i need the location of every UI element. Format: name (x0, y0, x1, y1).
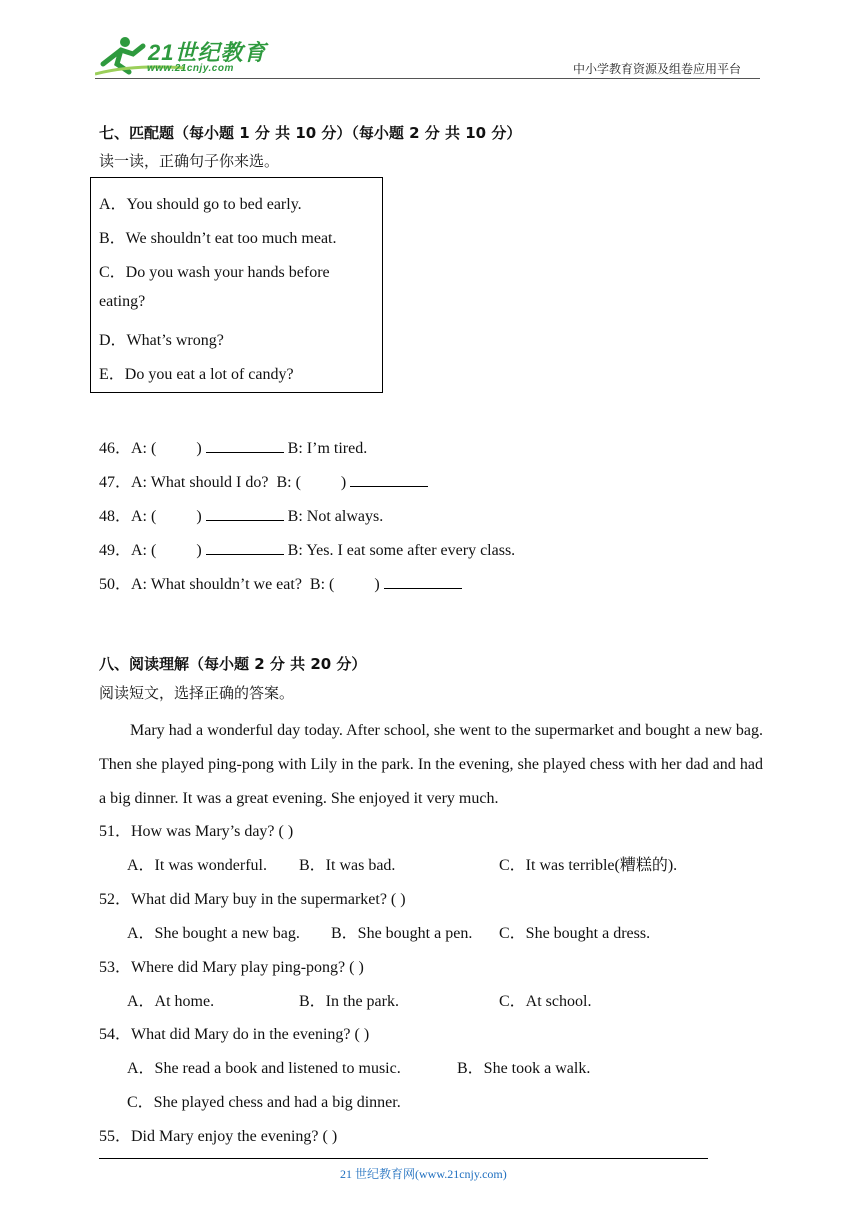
question-52-option-b[interactable]: B．She bought a pen. (331, 925, 473, 942)
question-53-option-a[interactable]: A．At home. (127, 993, 215, 1010)
option-e: E．Do you eat a lot of candy? (99, 366, 294, 383)
header-platform-text: 中小学教育资源及组卷应用平台 (573, 62, 742, 76)
question-50-prompt: 50．A: What shouldn’t we eat? B: ( ) (99, 576, 380, 593)
question-48 (99, 503, 383, 526)
option-d: D．What’s wrong? (99, 332, 224, 349)
question-53: 53．Where did Mary play ping-pong? ( ) (99, 959, 364, 976)
question-46-reply: B: I’m tired. (287, 440, 368, 457)
footer-link[interactable]: 21 世纪教育网(www.21cnjy.com) (340, 1167, 507, 1181)
answer-blank[interactable] (206, 506, 284, 521)
question-51-option-c[interactable]: C．It was terrible(糟糕的). (499, 857, 678, 874)
section7-instruction: 读一读，正确句子你来选。 (99, 152, 280, 170)
question-54: 54．What did Mary do in the evening? ( ) (99, 1026, 370, 1043)
question-54-option-c[interactable]: C．She played chess and had a big dinner. (127, 1094, 401, 1111)
logo-url: www.21cnjy.com (147, 63, 234, 74)
question-48-reply: B: Not always. (287, 508, 384, 525)
question-53-option-b[interactable]: B．In the park. (299, 993, 399, 1010)
reading-passage (99, 714, 763, 816)
footer-divider (99, 1158, 708, 1159)
answer-blank[interactable] (384, 574, 462, 589)
question-52-option-c[interactable]: C．She bought a dress. (499, 925, 651, 942)
question-51-option-a[interactable]: A．It was wonderful. (127, 857, 267, 874)
header-divider (95, 78, 760, 79)
option-c: C．Do you wash your hands before (99, 264, 330, 281)
question-51: 51．How was Mary’s day? ( ) (99, 823, 294, 840)
question-49 (99, 537, 515, 560)
option-b: B．We shouldn’t eat too much meat. (99, 230, 337, 247)
question-53-option-c[interactable]: C．At school. (499, 993, 592, 1010)
question-48-prompt: 48．A: ( ) (99, 508, 202, 525)
question-49-reply: B: Yes. I eat some after every class. (287, 542, 516, 559)
question-47-prompt: 47．A: What should I do? B: ( ) (99, 474, 347, 491)
question-52-option-a[interactable]: A．She bought a new bag. (127, 925, 300, 942)
question-51-option-b[interactable]: B．It was bad. (299, 857, 396, 874)
question-54-option-b[interactable]: B．She took a walk. (457, 1060, 591, 1077)
section7-title: 七、匹配题（每小题 1 分 共 10 分）（每小题 2 分 共 10 分） (99, 124, 522, 142)
answer-blank[interactable] (206, 438, 284, 453)
section8-title: 八、阅读理解（每小题 2 分 共 20 分） (99, 655, 367, 673)
question-49-prompt: 49．A: ( ) (99, 542, 202, 559)
question-52: 52．What did Mary buy in the supermarket? ( ) (99, 891, 406, 908)
section8-instruction: 阅读短文，选择正确的答案。 (99, 684, 295, 702)
answer-blank[interactable] (350, 472, 428, 487)
question-47 (99, 469, 428, 492)
reading-passage-text: Mary had a wonderful day today. After school, she went to the supermarket and bought a new bag. Then she played ping-pong with Lily in the park. In the evening, she played chess with her dad and had a big dinner. It was a great evening. She enjoyed it very much. (99, 722, 763, 807)
option-a: A．You should go to bed early. (99, 196, 302, 213)
logo-text: 21世纪教育 (148, 40, 267, 65)
question-50 (99, 571, 462, 594)
question-55: 55．Did Mary enjoy the evening? ( ) (99, 1128, 338, 1145)
question-54-option-a[interactable]: A．She read a book and listened to music. (127, 1060, 401, 1077)
option-c-cont: eating? (99, 293, 146, 310)
question-46-prompt: 46．A: ( ) (99, 440, 202, 457)
question-46 (99, 435, 367, 458)
answer-blank[interactable] (206, 540, 284, 555)
